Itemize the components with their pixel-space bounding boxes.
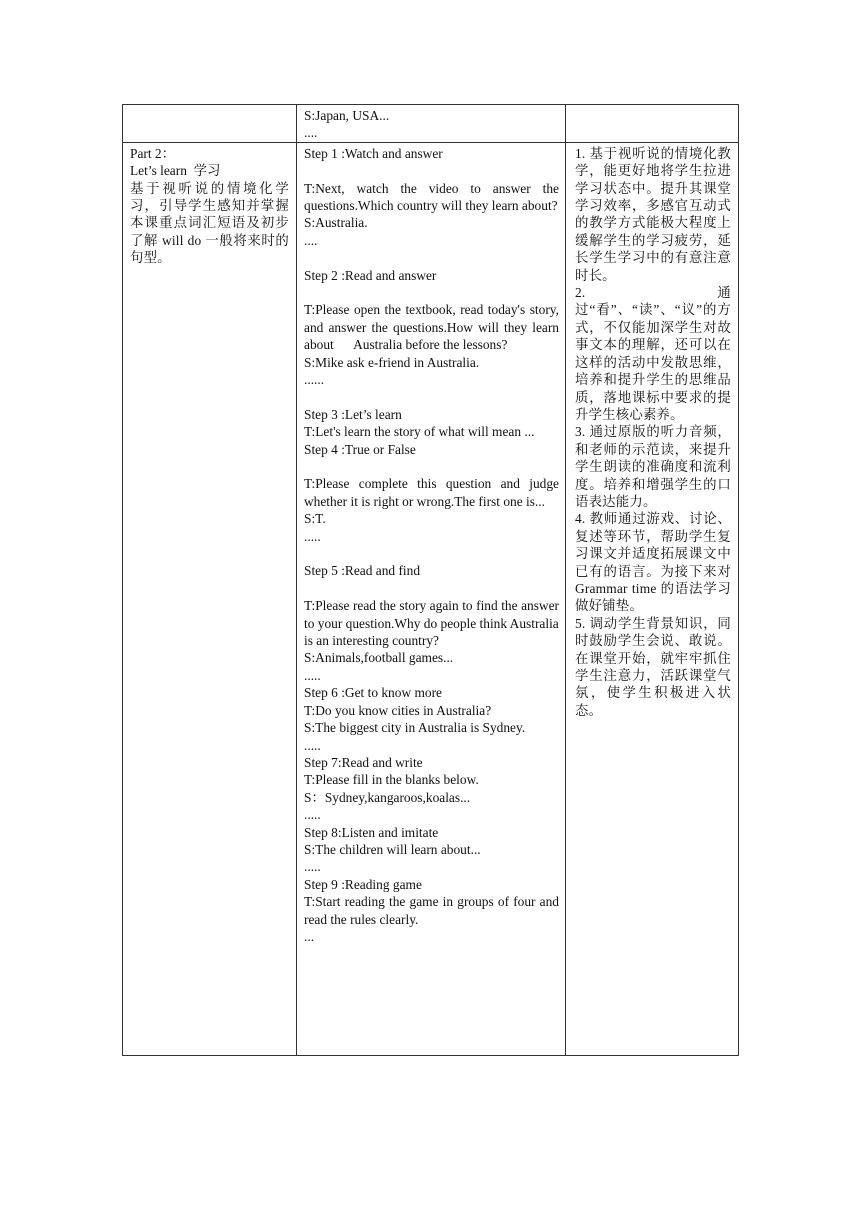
- blank-line: [304, 162, 559, 179]
- part-heading: Part 2：: [130, 145, 176, 161]
- table-row: [123, 142, 739, 1055]
- teaching-steps-cell: [297, 142, 566, 1055]
- lesson-plan-table: [122, 104, 739, 1056]
- step-heading: Step 9 :Reading game: [304, 876, 422, 892]
- blank-line: [304, 249, 559, 266]
- student-line: S:Animals,football games...: [304, 650, 454, 666]
- student-line: S:The biggest city in Australia is Sydney.: [304, 720, 526, 736]
- ellipsis-line: .....: [304, 528, 321, 544]
- teacher-line: T:Start reading the game in groups of four and read the rules clearly.: [304, 894, 563, 927]
- teacher-line: T:Please read the story again to find the answer to your question.Why do people think Australia: [304, 598, 563, 631]
- teacher-line-continued: is an interesting country?: [304, 633, 439, 649]
- student-line: S：Sydney,kangaroos,koalas...: [304, 789, 471, 805]
- ellipsis-line: ......: [304, 372, 325, 388]
- part-description: 基于视听说的情境化学习，引导学生感知并掌握本课重点词汇短语及初步了解 will do 一般将来时的句型。: [130, 180, 289, 266]
- ellipsis-line: .....: [304, 667, 321, 683]
- student-line: S:Australia.: [304, 215, 368, 231]
- ellipsis-line: ....: [304, 232, 318, 248]
- step-heading: Step 6 :Get to know more: [304, 685, 442, 701]
- teacher-line: T:Do you know cities in Australia?: [304, 702, 492, 718]
- teacher-line: T:Next, watch the video to answer the questions.Which country will they learn about?: [304, 180, 563, 214]
- part-subheading: Let’s learn 学习: [130, 163, 221, 179]
- teacher-line: T:Please open the textbook, read today's story, and answer the questions.How will they learn about Australia before the lessons?: [304, 302, 563, 353]
- step-heading: Step 2 :Read and answer: [304, 267, 437, 283]
- rationale-item: 1. 基于视听说的情境化教学，能更好地将学生拉进学习状态中。提升其课堂学习效率，多感官互动式的教学方式能极大程度上缓解学生的学习疲劳，延长学生学习中的有意注意时长。: [575, 145, 731, 283]
- step-heading: Step 3 :Let’s learn: [304, 406, 402, 422]
- top-row-col3-cell: [566, 105, 739, 143]
- ellipsis-line: .....: [304, 807, 321, 823]
- rationale-item: 3. 通过原版的听力音频，和老师的示范读，来提升学生朗读的准确度和流利度。培养和增强学生的口语表达能力。: [575, 424, 731, 509]
- blank-line: [304, 580, 559, 597]
- part2-section-cell: [123, 142, 297, 1055]
- ellipsis-line: ...: [304, 928, 315, 944]
- design-rationale-cell: [566, 142, 739, 1055]
- table-row: [123, 105, 739, 143]
- step-heading: Step 4 :True or False: [304, 441, 416, 457]
- top-row-col2-cell: [297, 105, 566, 143]
- rationale-item: 5. 调动学生背景知识，同时鼓励学生会说、敢说。在课堂开始，就牢牢抓住学生注意力，活跃课堂气氛，使学生积极进入状态。: [575, 615, 731, 718]
- blank-line: [304, 458, 559, 475]
- teacher-line: T:Please fill in the blanks below.: [304, 772, 479, 788]
- step-heading: Step 1 :Watch and answer: [304, 145, 443, 161]
- blank-line: [304, 545, 559, 562]
- student-line: S:The children will learn about...: [304, 841, 481, 857]
- ellipsis-line: .....: [304, 737, 321, 753]
- rationale-item: 2. 通过“看”、“读”、“议”的方式，不仅能加深学生对故事文本的理解，还可以在这样的活动中发散思维，培养和提升学生的思维品质，落地课标中要求的提升学生核心素养。: [575, 285, 731, 422]
- step-heading: Step 8:Listen and imitate: [304, 824, 439, 840]
- student-line: S:T.: [304, 511, 326, 527]
- step-heading: Step 7:Read and write: [304, 754, 423, 770]
- rationale-item: 4. 教师通过游戏、讨论、复述等环节，帮助学生复习课文并适度拓展课文中已有的语言。为接下来对 Grammar time 的语法学习做好铺垫。: [575, 511, 735, 614]
- top-row-line: S:Japan, USA...: [304, 108, 390, 123]
- blank-line: [304, 284, 559, 301]
- teacher-line: T:Let's learn the story of what will mean ...: [304, 424, 535, 440]
- ellipsis-line: .....: [304, 859, 321, 875]
- top-row-col1-cell: [123, 105, 297, 143]
- step-heading: Step 5 :Read and find: [304, 563, 421, 579]
- student-line: S:Mike ask e-friend in Australia.: [304, 354, 480, 370]
- top-row-line: ....: [304, 125, 318, 141]
- blank-line: [304, 388, 559, 405]
- teacher-line: T:Please complete this question and judge whether it is right or wrong.The first one is...: [304, 476, 563, 509]
